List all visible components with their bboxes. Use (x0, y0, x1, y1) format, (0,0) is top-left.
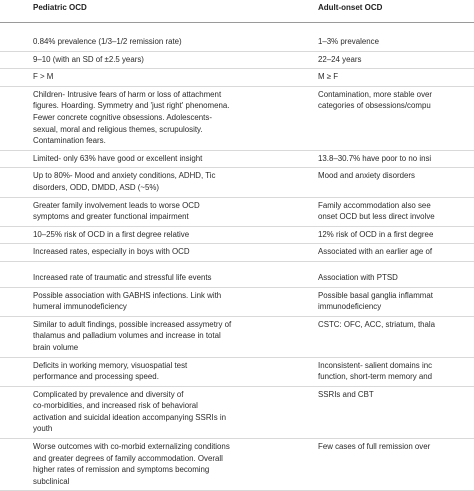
table-row (0, 198, 474, 227)
cell-pediatric: Increased rates, especially in boys with OCD (33, 247, 190, 257)
table-row (0, 244, 474, 262)
cell-pediatric: Similar to adult findings, possible increased assymetry of thalamus and palladium volumes and increase in total brain volume (33, 319, 232, 352)
cell-pediatric: 10–25% risk of OCD in a first degree relative (33, 229, 190, 239)
cell-adult: Inconsistent- salient domains inc function, short-term memory and (318, 360, 433, 382)
table-row (0, 439, 474, 491)
cell-pediatric: Possible association with GABHS infections. Link with humeral immunodeficiency (33, 290, 222, 312)
table-row (0, 387, 474, 439)
cell-pediatric: Increased rate of traumatic and stressful life events (33, 272, 212, 282)
cell-adult: 22–24 years (318, 54, 362, 64)
cell-pediatric: 0.84% prevalence (1/3–1/2 remission rate) (33, 37, 182, 46)
cell-adult: Possible basal ganglia inflammat immunodeficiency (318, 290, 433, 312)
cell-pediatric: Greater family involvement leads to worse OCD symptoms and greater functional impairment (33, 200, 200, 222)
cell-pediatric: Deficits in working memory, visuospatial test performance and processing speed. (33, 360, 188, 382)
cell-pediatric: F > M (33, 72, 54, 82)
table-row (0, 358, 474, 387)
cell-adult: 1–3% prevalence (318, 37, 379, 46)
cell-pediatric: Worse outcomes with co-morbid externalizing conditions and greater degrees of family accommodation. Overall higher rates of remission and symptoms becoming subclinical (33, 442, 230, 486)
cell-adult: 12% risk of OCD in a first degree (318, 229, 434, 239)
cell-adult: SSRIs and CBT (318, 389, 374, 399)
cell-adult: Few cases of full remission over (318, 442, 431, 452)
cell-adult: Associated with an earlier age of (318, 247, 433, 257)
cell-adult: CSTC: OFC, ACC, striatum, thala (318, 319, 436, 329)
cell-adult: Association with PTSD (318, 272, 398, 282)
column-header-adult: Adult-onset OCD (318, 3, 383, 12)
table-row (0, 317, 474, 358)
cell-pediatric: 9–10 (with an SD of ±2.5 years) (33, 54, 144, 64)
table-row (0, 52, 474, 70)
cell-adult: 13.8–30.7% have poor to no insi (318, 153, 432, 163)
column-header-pediatric: Pediatric OCD (33, 3, 87, 12)
cell-adult: Mood and anxiety disorders (318, 171, 415, 181)
cell-adult: Contamination, more stable over categories of obsessions/compu (318, 89, 433, 111)
cell-pediatric: Limited- only 63% have good or excellent insight (33, 153, 203, 163)
table-row (0, 270, 474, 288)
cell-adult: Family accommodation also see onset OCD but less direct involve (318, 200, 435, 222)
table-header (0, 0, 474, 23)
table-body (0, 34, 474, 491)
table-row (0, 227, 474, 245)
cell-pediatric: Up to 80%- Mood and anxiety conditions, ADHD, Tic disorders, ODD, DMDD, ASD (~5%) (33, 171, 216, 192)
table-row (0, 168, 474, 197)
table-row (0, 69, 474, 87)
table-row (0, 262, 474, 270)
table-row (0, 151, 474, 169)
table-row (0, 288, 474, 317)
cell-adult: M ≥ F (318, 72, 339, 82)
cell-pediatric: Complicated by prevalence and diversity of co-morbidities, and increased risk of behavioral activation and suicidal ideation accompanying SSRIs in youth (33, 389, 226, 434)
table-row (0, 34, 474, 52)
cell-pediatric: Children- Intrusive fears of harm or loss of attachment figures. Hoarding. Symmetry and 'just right' phenomena. Fewer concrete cognitive obsessions. Adolescents- sexual, moral and religious themes, scrupulosity. Contamination fears. (33, 89, 230, 146)
table-row (0, 87, 474, 151)
